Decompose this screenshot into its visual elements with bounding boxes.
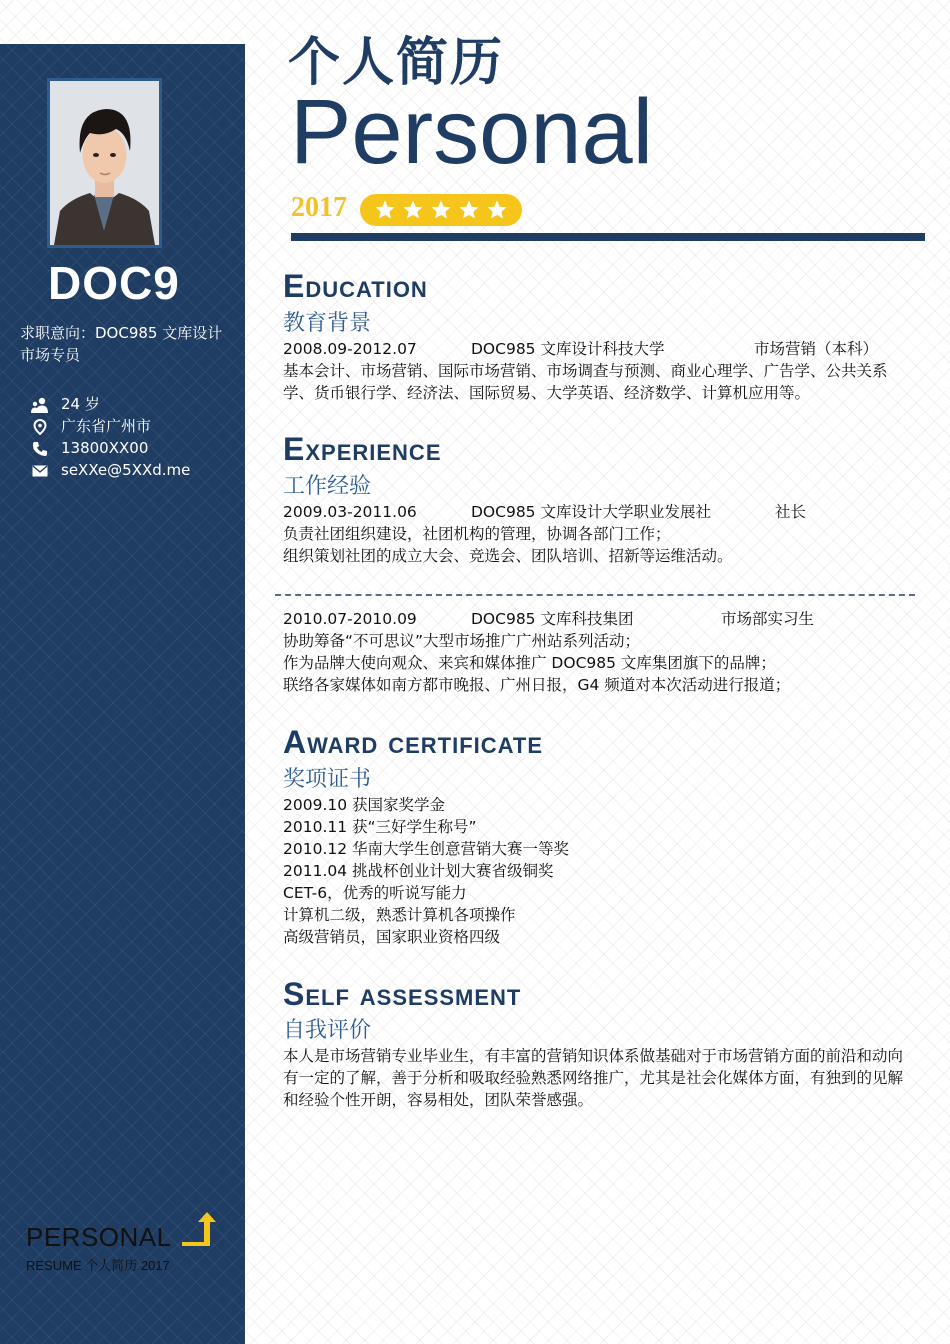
award-item: 2010.11 获“三好学生称号” bbox=[283, 818, 477, 836]
education-period: 2008.09-2012.07 bbox=[283, 340, 417, 358]
experience-line: 负责社团组织建设，社团机构的管理，协调各部门工作； bbox=[283, 525, 671, 543]
contact-phone: 13800XX00 bbox=[61, 439, 149, 457]
contact-icons bbox=[30, 394, 50, 482]
education-courses: 基本会计、市场营销、国际市场营销、市场调查与预测、商业心理学、广告学、公共关系学、货币银行学、经济法、国际贸易、大学英语、经济数学、计算机应用等。 bbox=[283, 362, 888, 402]
year-label: 2017 bbox=[291, 192, 347, 223]
location-icon bbox=[30, 416, 50, 438]
experience-item bbox=[283, 608, 913, 696]
header-divider bbox=[291, 233, 925, 241]
experience-heading: Experience bbox=[283, 431, 442, 467]
award-item: 2009.10 获国家奖学金 bbox=[283, 796, 446, 814]
experience-row bbox=[283, 501, 913, 523]
experience-org: DOC985 文库科技集团 bbox=[471, 610, 634, 628]
phone-icon bbox=[30, 438, 50, 460]
award-item: 2010.12 华南大学生创意营销大赛一等奖 bbox=[283, 840, 570, 858]
page-title-cn: 个人简历 bbox=[288, 33, 505, 93]
brand-logo bbox=[26, 1210, 216, 1274]
person-icon bbox=[30, 394, 50, 416]
experience-line: 作为品牌大使向观众、来宾和媒体推广 DOC985 文库集团旗下的品牌； bbox=[283, 654, 776, 672]
experience-role: 社长 bbox=[775, 503, 807, 521]
education-school: DOC985 文库设计科技大学 bbox=[471, 340, 665, 358]
star-icon bbox=[458, 199, 480, 221]
education-row bbox=[283, 338, 913, 360]
award-item: CET-6，优秀的听说写能力 bbox=[283, 884, 467, 902]
star-icon bbox=[486, 199, 508, 221]
dashed-divider bbox=[275, 594, 915, 596]
star-icon bbox=[402, 199, 424, 221]
brand-subtitle: RESUME 个人简历 2017 bbox=[26, 1258, 170, 1273]
contact-email: seXXe@5XXd.me bbox=[61, 461, 191, 479]
self-assessment-text: 本人是市场营销专业毕业生，有丰富的营销知识体系做基础对于市场营销方面的前沿和动向有一定的了解，善于分析和吸取经验熟悉网络推广，尤其是社会化媒体方面，有独到的见解和经验个性开朗，容易相处，团队荣誉感强。 bbox=[283, 1047, 904, 1109]
contact-age: 24 岁 bbox=[61, 395, 100, 413]
job-intent: 求职意向：DOC985 文库设计市场专员 bbox=[20, 324, 223, 364]
arrow-up-icon bbox=[180, 1210, 216, 1253]
profile-photo bbox=[47, 78, 162, 248]
education-subheading: 教育背景 bbox=[283, 311, 372, 336]
awards-list bbox=[283, 794, 913, 948]
experience-row bbox=[283, 608, 913, 630]
experience-line: 协助筹备“不可思议”大型市场推广广州站系列活动； bbox=[283, 632, 641, 650]
contact-location: 广东省广州市 bbox=[61, 417, 152, 435]
experience-period: 2009.03-2011.06 bbox=[283, 503, 417, 521]
experience-role: 市场部实习生 bbox=[721, 610, 815, 628]
star-icon bbox=[374, 199, 396, 221]
self-assessment-heading: Self assessment bbox=[283, 976, 522, 1012]
experience-line: 联络各家媒体如南方都市晚报、广州日报，G4 频道对本次活动进行报道； bbox=[283, 676, 791, 694]
page-title-en: Personal bbox=[290, 81, 654, 183]
email-icon bbox=[30, 460, 50, 482]
education-major: 市场营销（本科） bbox=[754, 340, 879, 358]
experience-line: 组织策划社团的成立大会、竞选会、团队培训、招新等运维活动。 bbox=[283, 547, 733, 565]
experience-org: DOC985 文库设计大学职业发展社 bbox=[471, 503, 711, 521]
self-assessment-subheading: 自我评价 bbox=[283, 1018, 372, 1043]
candidate-name: DOC9 bbox=[48, 257, 180, 309]
experience-period: 2010.07-2010.09 bbox=[283, 610, 417, 628]
award-item: 计算机二级，熟悉计算机各项操作 bbox=[283, 906, 516, 924]
star-icon bbox=[430, 199, 452, 221]
awards-subheading: 奖项证书 bbox=[283, 767, 372, 792]
education-heading: Education bbox=[283, 268, 428, 304]
sidebar bbox=[0, 44, 245, 1344]
awards-heading: Award certificate bbox=[283, 724, 544, 760]
experience-item bbox=[283, 501, 913, 567]
experience-subheading: 工作经验 bbox=[283, 474, 372, 499]
rating-stars bbox=[360, 194, 522, 226]
brand-title: PERSONAL bbox=[26, 1222, 172, 1252]
education-body bbox=[283, 338, 913, 404]
contact-list bbox=[61, 393, 190, 481]
award-item: 高级营销员，国家职业资格四级 bbox=[283, 928, 501, 946]
award-item: 2011.04 挑战杯创业计划大赛省级铜奖 bbox=[283, 862, 554, 880]
